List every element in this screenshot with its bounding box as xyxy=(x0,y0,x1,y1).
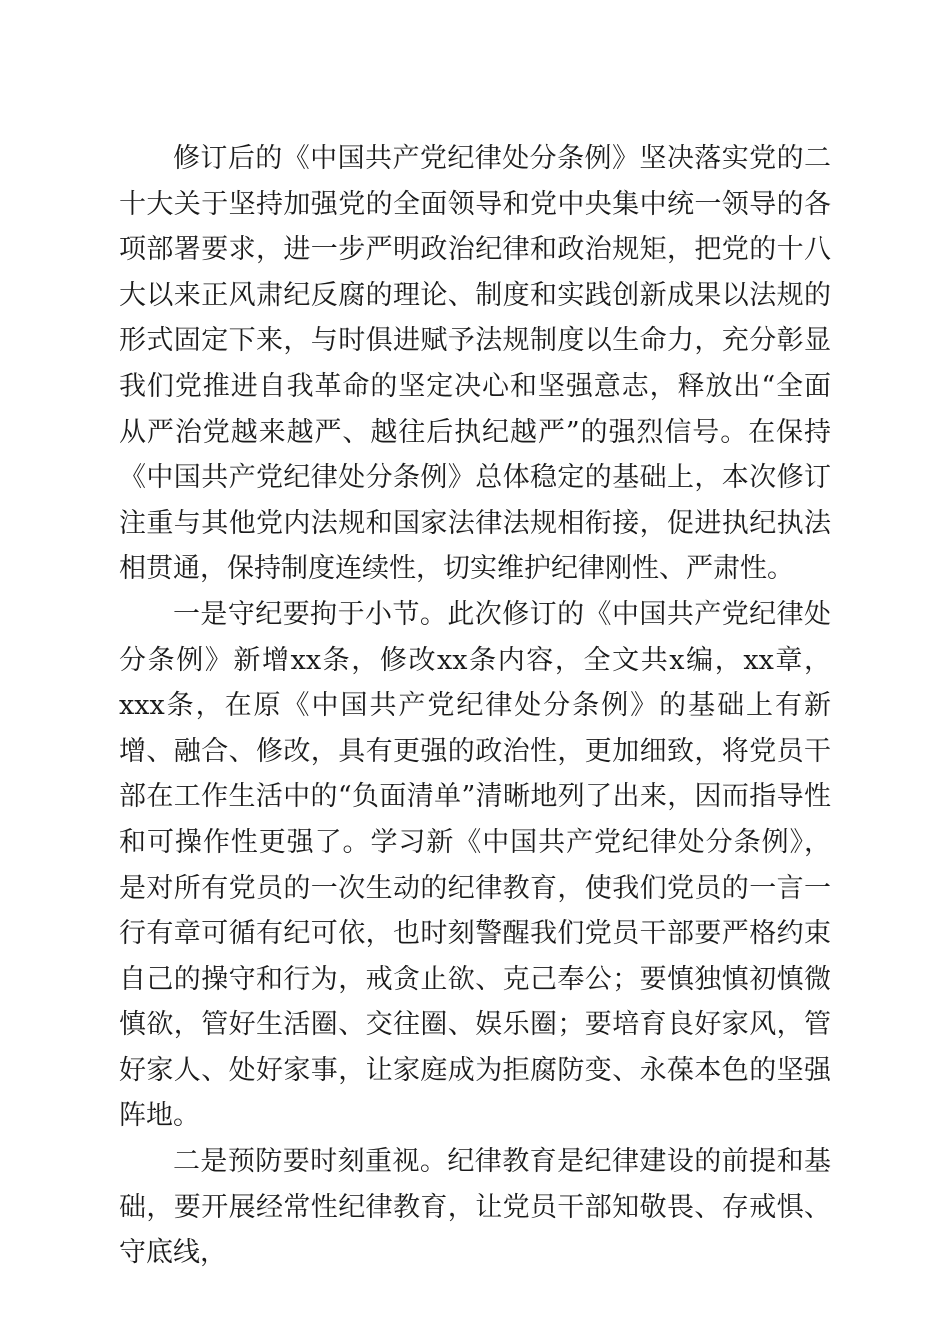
paragraph-point-one xyxy=(119,592,831,1139)
paragraph-intro xyxy=(119,136,831,592)
document-body xyxy=(119,136,831,1276)
paragraph-lead: 二是预防要时刻重视。 xyxy=(173,1146,448,1178)
paragraph-point-two xyxy=(119,1139,831,1276)
paragraph-text: 此次修订的《中国共产党纪律处分条例》新增xx条，修改xx条内容，全文共x编，xx章，xxx条，在原《中国共产党纪律处分条例》的基础上有新增、融合、修改，具有更强的政治性，更加细致，将党员干部在工作生活中的“负面清单”清晰地列了出来，因而指导性和可操作性更强了。学习新《中国共产党纪律处分条例》，是对所有党员的一次生动的纪律教育，使我们党员的一言一行有章可循有纪可依，也时刻警醒我们党员干部要严格约束自己的操守和行为，戒贪止欲、克己奉公；要慎独慎初慎微慎欲，管好生活圈、交往圈、娱乐圈；要培育良好家风，管好家人、处好家事，让家庭成为拒腐防变、永葆本色的坚强阵地。 xyxy=(119,598,832,1132)
paragraph-text: 纪律教育是纪律建设的前提和基础，要开展经常性纪律教育，让党员干部知敬畏、存戒惧、守底线， xyxy=(119,1146,832,1269)
paragraph-text: 修订后的《中国共产党纪律处分条例》坚决落实党的二十大关于坚持加强党的全面领导和党中央集中统一领导的各项部署要求，进一步严明政治纪律和政治规矩，把党的十八大以来正风肃纪反腐的理论、制度和实践创新成果以法规的形式固定下来，与时俱进赋予法规制度以生命力，充分彰显我们党推进自我革命的坚定决心和坚强意志，释放出“全面从严治党越来越严、越往后执纪越严”的强烈信号。在保持《中国共产党纪律处分条例》总体稳定的基础上，本次修订注重与其他党内法规和国家法律法规相衔接，促进执纪执法相贯通，保持制度连续性，切实维护纪律刚性、严肃性。 xyxy=(119,143,831,585)
paragraph-lead: 一是守纪要拘于小节。 xyxy=(173,598,448,630)
